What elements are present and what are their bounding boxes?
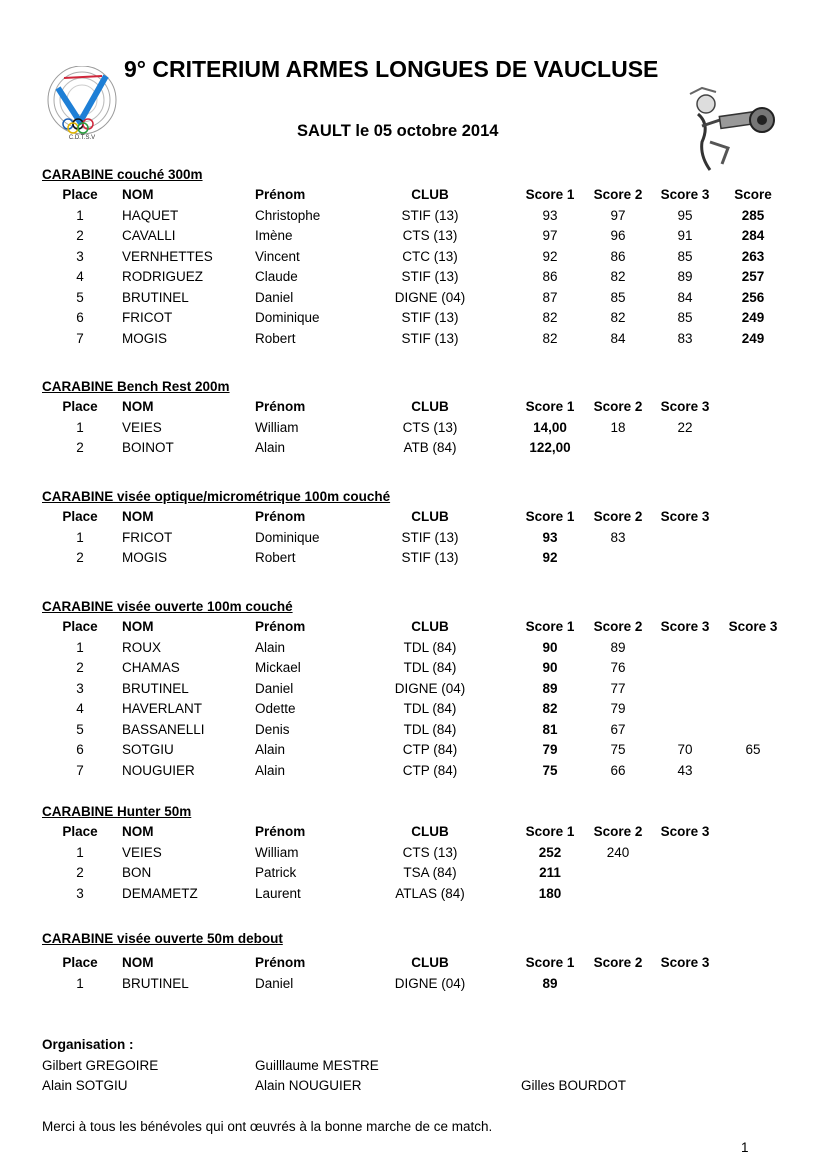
table-cell-place: 6 — [76, 742, 84, 757]
column-header-place: Place — [62, 187, 98, 202]
table-cell-place: 1 — [76, 207, 84, 223]
table-cell-score-1: 81 — [542, 721, 558, 737]
column-header-nom: NOM — [122, 619, 154, 634]
table-cell-place: 1 — [76, 844, 84, 860]
table-cell-place: 7 — [76, 762, 84, 778]
table-cell-place: 3 — [76, 885, 84, 901]
table-cell-prenom: Denis — [255, 721, 290, 737]
column-header-nom: NOM — [122, 399, 154, 414]
table-cell-score-2: 240 — [606, 844, 630, 860]
column-header-score-2: Score 2 — [593, 619, 643, 634]
table-cell-prenom: Laurent — [255, 885, 301, 901]
table-cell-score-1: 93 — [542, 529, 558, 545]
table-cell-club: TDL (84) — [403, 721, 457, 737]
table-cell-prenom: Daniel — [255, 289, 294, 305]
table-cell-score-1: 93 — [542, 207, 558, 223]
table-cell-score-2: 85 — [610, 289, 626, 305]
table-cell-prenom: Christophe — [255, 207, 321, 223]
column-header-score-1: Score 1 — [525, 619, 575, 634]
table-cell-prenom: Mickael — [255, 660, 301, 675]
table-cell-club: DIGNE (04) — [394, 975, 466, 991]
table-cell-place: 1 — [76, 975, 84, 991]
table-cell-score-1: 82 — [542, 330, 558, 346]
table-cell-prenom: Dominique — [255, 310, 320, 325]
table-cell-place: 7 — [76, 330, 84, 346]
table-cell-score-1: 82 — [542, 310, 558, 325]
table-cell-nom: VEIES — [122, 844, 162, 860]
table-cell-nom: MOGIS — [122, 330, 168, 346]
table-cell-nom: CHAMAS — [122, 660, 180, 675]
table-cell-score-2: 75 — [610, 742, 626, 757]
table-cell-club: TSA (84) — [403, 865, 457, 880]
table-cell-club: STIF (13) — [401, 207, 459, 223]
table-cell-prenom: Daniel — [255, 680, 294, 696]
table-cell-place: 2 — [76, 440, 84, 455]
mascot-illustration — [680, 84, 780, 176]
column-header-score-3: Score 3 — [660, 824, 710, 839]
table-cell-score-1: 86 — [542, 269, 558, 284]
table-cell-nom: FRICOT — [122, 529, 173, 545]
table-cell-place: 1 — [76, 639, 84, 655]
column-header-nom: NOM — [122, 509, 154, 524]
column-header-place: Place — [62, 509, 98, 524]
table-cell-prenom: Odette — [255, 701, 296, 716]
column-header-score-2: Score 2 — [593, 399, 643, 414]
table-cell-score-2: 82 — [610, 269, 626, 284]
column-header-club: CLUB — [411, 509, 449, 524]
table-cell-club: TDL (84) — [403, 701, 457, 716]
table-cell-club: STIF (13) — [401, 330, 459, 346]
column-header-prenom: Prénom — [255, 509, 306, 524]
organiser-name: Gilles BOURDOT — [521, 1078, 627, 1093]
table-cell-place: 2 — [76, 228, 84, 243]
table-cell-score-1: 14,00 — [533, 419, 567, 435]
column-header-place: Place — [62, 955, 98, 970]
table-cell-club: CTP (84) — [402, 742, 458, 757]
table-cell-nom: HAVERLANT — [122, 701, 203, 716]
table-cell-place: 4 — [76, 701, 84, 716]
table-cell-club: TDL (84) — [403, 639, 457, 655]
table-cell-score-2: 79 — [610, 701, 626, 716]
table-cell-place: 3 — [76, 248, 84, 264]
column-header-score-2: Score 2 — [593, 824, 643, 839]
column-header-score-1: Score 1 — [525, 187, 575, 202]
table-cell-score-1: 87 — [542, 289, 558, 305]
table-cell-club: DIGNE (04) — [394, 289, 466, 305]
column-header-score-2: Score 2 — [593, 509, 643, 524]
table-cell-score-2: 83 — [610, 529, 626, 545]
table-cell-score-2: 18 — [610, 419, 626, 435]
column-header-score-4: Score — [734, 187, 772, 202]
table-cell-score-4: 249 — [741, 330, 765, 346]
table-cell-score-4: 285 — [741, 207, 765, 223]
table-cell-place: 4 — [76, 269, 84, 284]
table-cell-score-1: 122,00 — [529, 440, 571, 455]
section-title: CARABINE visée optique/micrométrique 100m couché — [42, 489, 391, 504]
table-cell-club: ATLAS (84) — [395, 885, 465, 901]
table-cell-score-3: 83 — [677, 330, 693, 346]
table-cell-score-4: 256 — [741, 289, 765, 305]
section-title: CARABINE Hunter 50m — [42, 804, 192, 819]
column-header-score-2: Score 2 — [593, 187, 643, 202]
table-cell-club: STIF (13) — [401, 529, 459, 545]
column-header-score-3: Score 3 — [660, 955, 710, 970]
table-cell-score-2: 66 — [610, 762, 626, 778]
table-cell-prenom: Imène — [255, 228, 293, 243]
column-header-score-3: Score 3 — [660, 509, 710, 524]
column-header-place: Place — [62, 399, 98, 414]
table-cell-club: TDL (84) — [403, 660, 457, 675]
table-cell-score-1: 252 — [538, 844, 562, 860]
table-cell-nom: MOGIS — [122, 550, 168, 565]
table-cell-score-3: 95 — [677, 207, 693, 223]
table-cell-club: CTS (13) — [402, 844, 458, 860]
table-cell-score-2: 86 — [610, 248, 626, 264]
table-cell-nom: NOUGUIER — [122, 762, 195, 778]
page-number: 1 — [741, 1140, 749, 1155]
table-cell-score-2: 89 — [610, 639, 626, 655]
table-cell-nom: RODRIGUEZ — [122, 269, 203, 284]
table-cell-score-2: 84 — [610, 330, 626, 346]
table-cell-place: 5 — [76, 289, 84, 305]
table-cell-club: STIF (13) — [401, 269, 459, 284]
organiser-name: Alain SOTGIU — [42, 1078, 128, 1093]
table-cell-score-3: 91 — [677, 228, 693, 243]
column-header-score-3: Score 3 — [660, 619, 710, 634]
column-header-score-3: Score 3 — [660, 399, 710, 414]
table-cell-club: CTS (13) — [402, 419, 458, 435]
column-header-score-3: Score 3 — [660, 187, 710, 202]
column-header-score-1: Score 1 — [525, 955, 575, 970]
table-cell-score-2: 76 — [610, 660, 626, 675]
table-cell-score-4: 284 — [741, 228, 765, 243]
column-header-score-4: Score 3 — [728, 619, 778, 634]
table-cell-prenom: Dominique — [255, 529, 320, 545]
organiser-name: Gilbert GREGOIRE — [42, 1058, 159, 1073]
column-header-prenom: Prénom — [255, 619, 306, 634]
table-cell-prenom: Alain — [255, 762, 286, 778]
table-cell-prenom: William — [255, 844, 299, 860]
table-cell-place: 2 — [76, 865, 84, 880]
column-header-club: CLUB — [411, 619, 449, 634]
column-header-place: Place — [62, 824, 98, 839]
column-header-club: CLUB — [411, 399, 449, 414]
table-cell-score-2: 67 — [610, 721, 626, 737]
column-header-score-2: Score 2 — [593, 955, 643, 970]
table-cell-score-1: 75 — [542, 762, 558, 778]
section-title: CARABINE visée ouverte 100m couché — [42, 599, 293, 614]
thanks-note: Merci à tous les bénévoles qui ont œuvrés à la bonne marche de ce match. — [42, 1119, 493, 1134]
table-cell-prenom: Daniel — [255, 975, 294, 991]
table-cell-prenom: Claude — [255, 269, 298, 284]
table-cell-nom: BON — [122, 865, 152, 880]
table-cell-score-4: 65 — [745, 742, 761, 757]
table-cell-place: 6 — [76, 310, 84, 325]
table-cell-place: 3 — [76, 680, 84, 696]
table-cell-prenom: Vincent — [255, 248, 300, 264]
logo-caption: C.D.T.S.V — [68, 135, 96, 140]
table-cell-score-1: 79 — [542, 742, 558, 757]
column-header-score-1: Score 1 — [525, 399, 575, 414]
table-cell-prenom: Alain — [255, 639, 286, 655]
table-cell-score-1: 89 — [542, 680, 558, 696]
table-cell-nom: BASSANELLI — [122, 721, 205, 737]
column-header-nom: NOM — [122, 955, 154, 970]
table-cell-score-3: 89 — [677, 269, 693, 284]
table-cell-place: 2 — [76, 550, 84, 565]
table-cell-place: 5 — [76, 721, 84, 737]
table-cell-nom: BOINOT — [122, 440, 174, 455]
table-cell-nom: BRUTINEL — [122, 975, 189, 991]
table-cell-nom: DEMAMETZ — [122, 885, 198, 901]
column-header-club: CLUB — [411, 187, 449, 202]
section-title: CARABINE couché 300m — [42, 167, 203, 182]
table-cell-score-1: 90 — [542, 639, 558, 655]
column-header-score-1: Score 1 — [525, 824, 575, 839]
table-cell-score-3: 43 — [677, 762, 693, 778]
table-cell-nom: SOTGIU — [122, 742, 174, 757]
table-cell-prenom: Robert — [255, 330, 296, 346]
table-cell-club: CTP (84) — [402, 762, 458, 778]
table-cell-club: DIGNE (04) — [394, 680, 466, 696]
table-cell-score-3: 84 — [677, 289, 693, 305]
table-cell-nom: FRICOT — [122, 310, 173, 325]
column-header-prenom: Prénom — [255, 187, 306, 202]
column-header-place: Place — [62, 619, 98, 634]
column-header-nom: NOM — [122, 824, 154, 839]
table-cell-score-2: 82 — [610, 310, 626, 325]
federation-logo — [44, 66, 120, 140]
table-cell-nom: VERNHETTES — [122, 248, 213, 264]
table-cell-nom: HAQUET — [122, 207, 179, 223]
table-cell-nom: CAVALLI — [122, 228, 176, 243]
column-header-prenom: Prénom — [255, 955, 306, 970]
column-header-club: CLUB — [411, 824, 449, 839]
table-cell-score-1: 82 — [542, 701, 558, 716]
table-cell-prenom: Alain — [255, 742, 286, 757]
table-cell-place: 2 — [76, 660, 84, 675]
table-cell-score-1: 211 — [539, 865, 561, 880]
column-header-nom: NOM — [122, 187, 154, 202]
table-cell-prenom: Alain — [255, 440, 286, 455]
section-title: CARABINE Bench Rest 200m — [42, 379, 230, 394]
table-cell-club: STIF (13) — [401, 310, 459, 325]
table-cell-prenom: William — [255, 419, 299, 435]
table-cell-club: ATB (84) — [403, 440, 457, 455]
table-cell-score-1: 92 — [542, 248, 558, 264]
table-cell-club: CTS (13) — [402, 228, 458, 243]
page-title: 9° CRITERIUM ARMES LONGUES DE VAUCLUSE — [124, 56, 659, 82]
table-cell-nom: ROUX — [122, 639, 162, 655]
table-cell-score-1: 92 — [542, 550, 558, 565]
column-header-prenom: Prénom — [255, 824, 306, 839]
column-header-score-1: Score 1 — [525, 509, 575, 524]
page-subtitle: SAULT le 05 octobre 2014 — [297, 122, 499, 140]
table-cell-score-1: 97 — [542, 228, 558, 243]
table-cell-score-4: 263 — [741, 248, 765, 264]
table-cell-nom: BRUTINEL — [122, 289, 189, 305]
table-cell-score-2: 97 — [610, 207, 626, 223]
table-cell-place: 1 — [76, 419, 84, 435]
table-cell-score-3: 70 — [677, 742, 693, 757]
table-cell-nom: VEIES — [122, 419, 162, 435]
table-cell-score-4: 249 — [741, 310, 765, 325]
column-header-prenom: Prénom — [255, 399, 306, 414]
table-cell-score-1: 89 — [542, 975, 558, 991]
table-cell-place: 1 — [76, 529, 84, 545]
table-cell-nom: BRUTINEL — [122, 680, 189, 696]
section-title: CARABINE visée ouverte 50m debout — [42, 931, 283, 946]
organisation-label: Organisation : — [42, 1037, 134, 1052]
table-cell-score-2: 96 — [610, 228, 626, 243]
table-cell-score-3: 85 — [677, 310, 693, 325]
table-cell-prenom: Patrick — [255, 865, 297, 880]
organiser-name: Guilllaume MESTRE — [255, 1058, 379, 1073]
table-cell-score-1: 180 — [538, 885, 562, 901]
table-cell-score-3: 85 — [677, 248, 693, 264]
organiser-name: Alain NOUGUIER — [255, 1078, 362, 1093]
table-cell-score-2: 77 — [610, 680, 626, 696]
table-cell-prenom: Robert — [255, 550, 296, 565]
table-cell-club: CTC (13) — [402, 248, 458, 264]
column-header-club: CLUB — [411, 955, 449, 970]
table-cell-score-4: 257 — [741, 269, 765, 284]
table-cell-score-1: 90 — [542, 660, 558, 675]
table-cell-club: STIF (13) — [401, 550, 459, 565]
table-cell-score-3: 22 — [677, 419, 693, 435]
